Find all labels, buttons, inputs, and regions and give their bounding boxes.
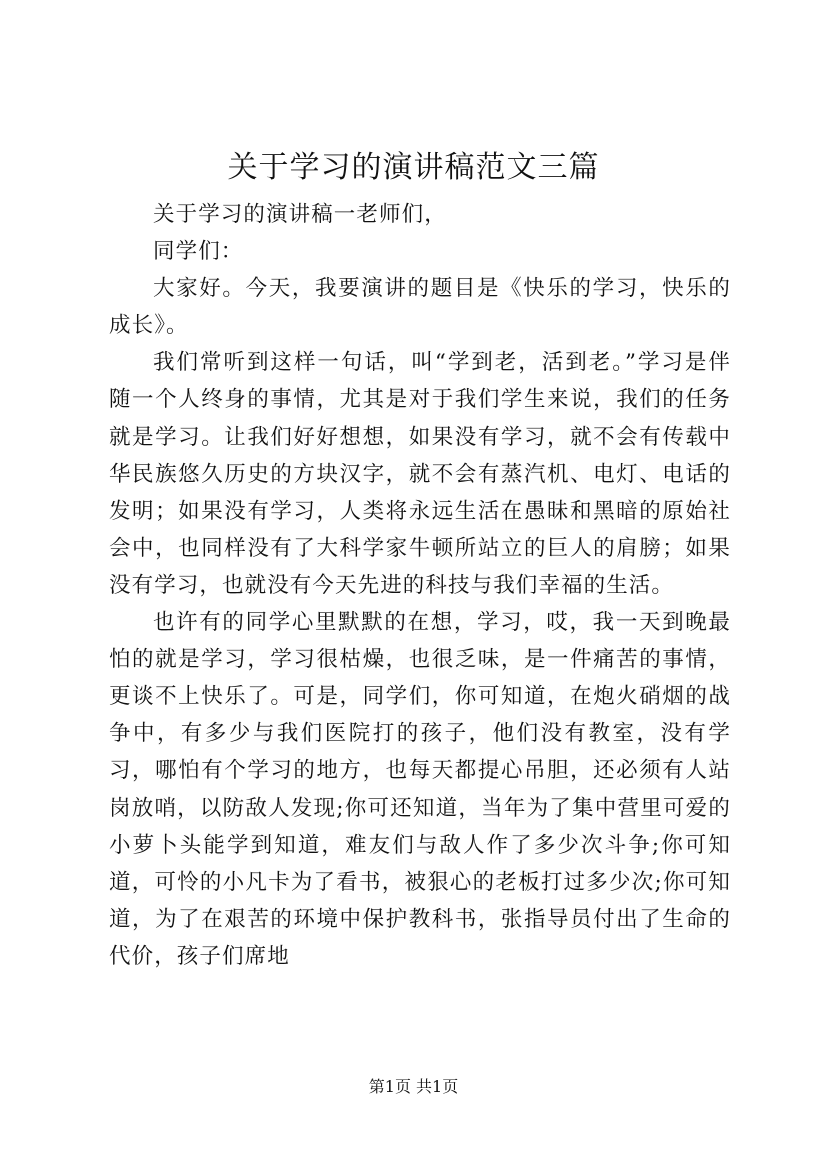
paragraph-greeting: 关于学习的演讲稿一老师们， <box>153 202 447 227</box>
paragraph-learning-importance: 我们常听到这样一句话，叫“学到老，活到老。”学习是伴随一个人终身的事情，尤其是对于我们学生来说，我们的任务就是学习。让我们好好想想，如果没有学习，就不会有传载中华民族悠久历史的方块汉字，就不会有蒸汽机、电灯、电话的发明；如果没有学习，人类将永远生活在愚昧和黑暗的原始社会中，也同样没有了大科学家牛顿所站立的巨人的肩膀；如果没有学习，也就没有今天先进的科技与我们幸福的生活。 <box>109 350 731 598</box>
page-number-footer: 第1页 共1页 <box>368 1077 459 1096</box>
document-body <box>109 196 731 975</box>
document-title: 关于学习的演讲稿范文三篇 <box>227 150 600 185</box>
paragraph-students: 同学们： <box>153 239 244 265</box>
paragraph-hardship: 也许有的同学心里默默的在想，学习，哎，我一天到晚最怕的就是学习，学习很枯燥，也很乏味，是一件痛苦的事情，更谈不上快乐了。可是，同学们，你可知道，在炮火硝烟的战争中，有多少与我们医院打的孩子，他们没有教室，没有学习，哪怕有个学习的地方，也每天都提心吊胆，还必须有人站岗放哨，以防敌人发现;你可还知道，当年为了集中营里可爱的小萝卜头能学到知道，难友们与敌人作了多少次斗争;你可知道，可怜的小凡卡为了看书，被狠心的老板打过多少次;你可知道，为了在艰苦的环境中保护教科书，张指导员付出了生命的代价，孩子们席地 <box>109 610 731 969</box>
paragraph-intro: 大家好。今天，我要演讲的题目是《快乐的学习，快乐的成长》。 <box>109 276 731 339</box>
